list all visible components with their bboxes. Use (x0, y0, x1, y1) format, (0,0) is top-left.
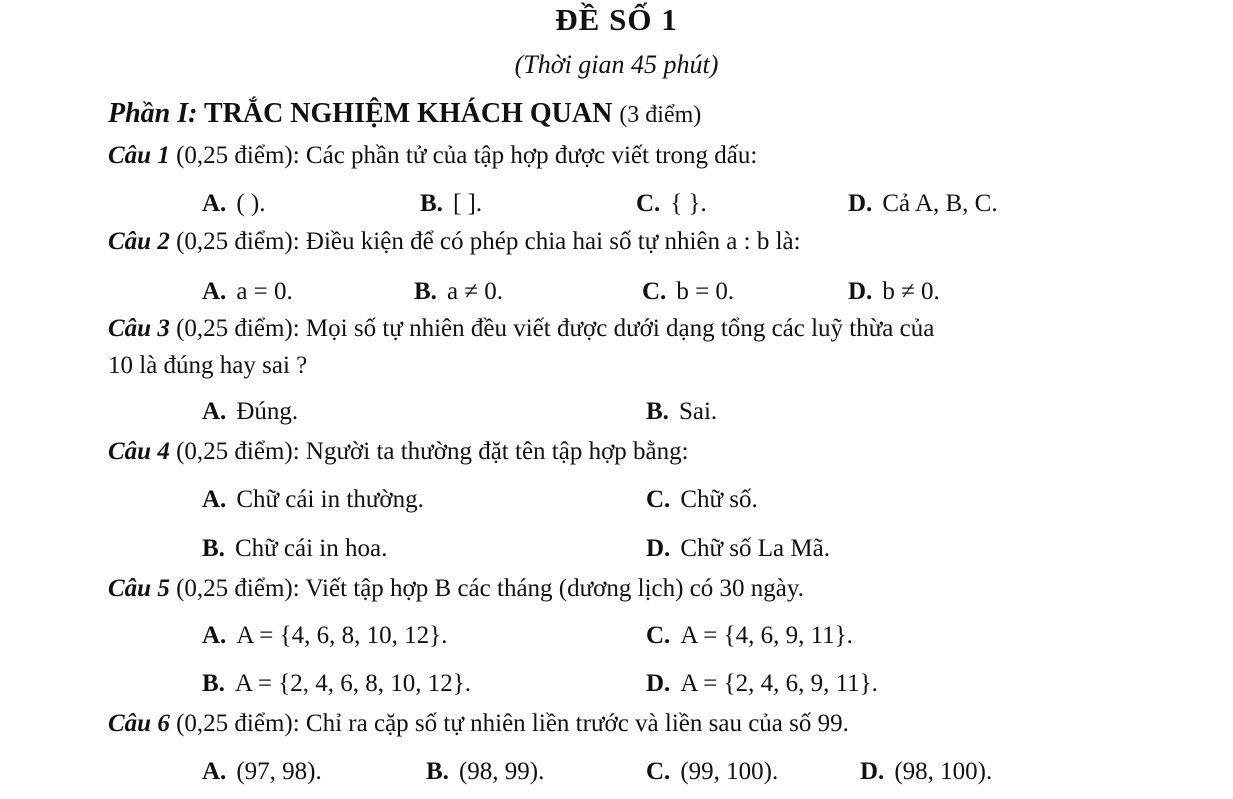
option-c: C. (99, 100). (646, 758, 779, 785)
option-d: D. Chữ số La Mã. (646, 535, 830, 562)
question-text: (0,25 điểm): Chỉ ra cặp số tự nhiên liền trước và liền sau của số 99. (176, 710, 849, 737)
option-c: C. A = {4, 6, 9, 11}. (646, 622, 853, 649)
section-label: Phần I: (108, 98, 198, 129)
section-title: TRẮC NGHIỆM KHÁCH QUAN (203, 98, 613, 129)
option-d: D. Cả A, B, C. (848, 190, 998, 217)
option-a: A. ( ). (202, 190, 266, 217)
option-d: D. (98, 100). (860, 758, 993, 785)
question-label: Câu 2 (108, 228, 170, 255)
question-text: (0,25 điểm): Các phần tử của tập hợp được viết trong dấu: (176, 142, 758, 169)
question-text: (0,25 điểm): Người ta thường đặt tên tập hợp bằng: (176, 438, 689, 465)
option-c: C. b = 0. (642, 278, 735, 305)
exam-duration: (Thời gian 45 phút) (514, 50, 719, 79)
question-text: (0,25 điểm): Viết tập hợp B các tháng (dương lịch) có 30 ngày. (176, 575, 805, 602)
question-1 (108, 142, 757, 170)
question-label: Câu 5 (108, 575, 170, 602)
section-heading (108, 98, 701, 130)
question-3-continued: 10 là đúng hay sai ? (108, 352, 308, 379)
question-6 (108, 710, 849, 738)
option-a: A. Chữ cái in thường. (202, 486, 424, 513)
question-label: Câu 4 (108, 438, 170, 465)
question-3 (108, 315, 934, 343)
option-c: C. { }. (636, 190, 707, 217)
question-label: Câu 6 (108, 710, 170, 737)
option-b: B. (98, 99). (426, 758, 545, 785)
question-label: Câu 3 (108, 315, 170, 342)
option-b: B. Sai. (646, 398, 718, 425)
option-b: B. Chữ cái in hoa. (202, 535, 388, 562)
option-b: B. a ≠ 0. (414, 278, 504, 305)
section-points: (3 điểm) (619, 102, 702, 128)
question-text: (0,25 điểm): Điều kiện để có phép chia hai số tự nhiên a : b là: (176, 228, 801, 255)
option-a: A. (97, 98). (202, 758, 322, 785)
option-a: A. a = 0. (202, 278, 293, 305)
question-5 (108, 575, 804, 603)
option-b: B. A = {2, 4, 6, 8, 10, 12}. (202, 670, 471, 697)
exam-title: ĐỀ SỐ 1 (555, 2, 678, 37)
option-c: C. Chữ số. (646, 486, 758, 513)
option-a: A. Đúng. (202, 398, 299, 425)
question-label: Câu 1 (108, 142, 170, 169)
option-d: D. A = {2, 4, 6, 9, 11}. (646, 670, 878, 697)
question-4 (108, 438, 689, 466)
question-text: (0,25 điểm): Mọi số tự nhiên đều viết được dưới dạng tổng các luỹ thừa của (176, 315, 935, 342)
option-b: B. [ ]. (420, 190, 483, 217)
question-2 (108, 228, 801, 256)
option-a: A. A = {4, 6, 8, 10, 12}. (202, 622, 448, 649)
option-d: D. b ≠ 0. (848, 278, 940, 305)
